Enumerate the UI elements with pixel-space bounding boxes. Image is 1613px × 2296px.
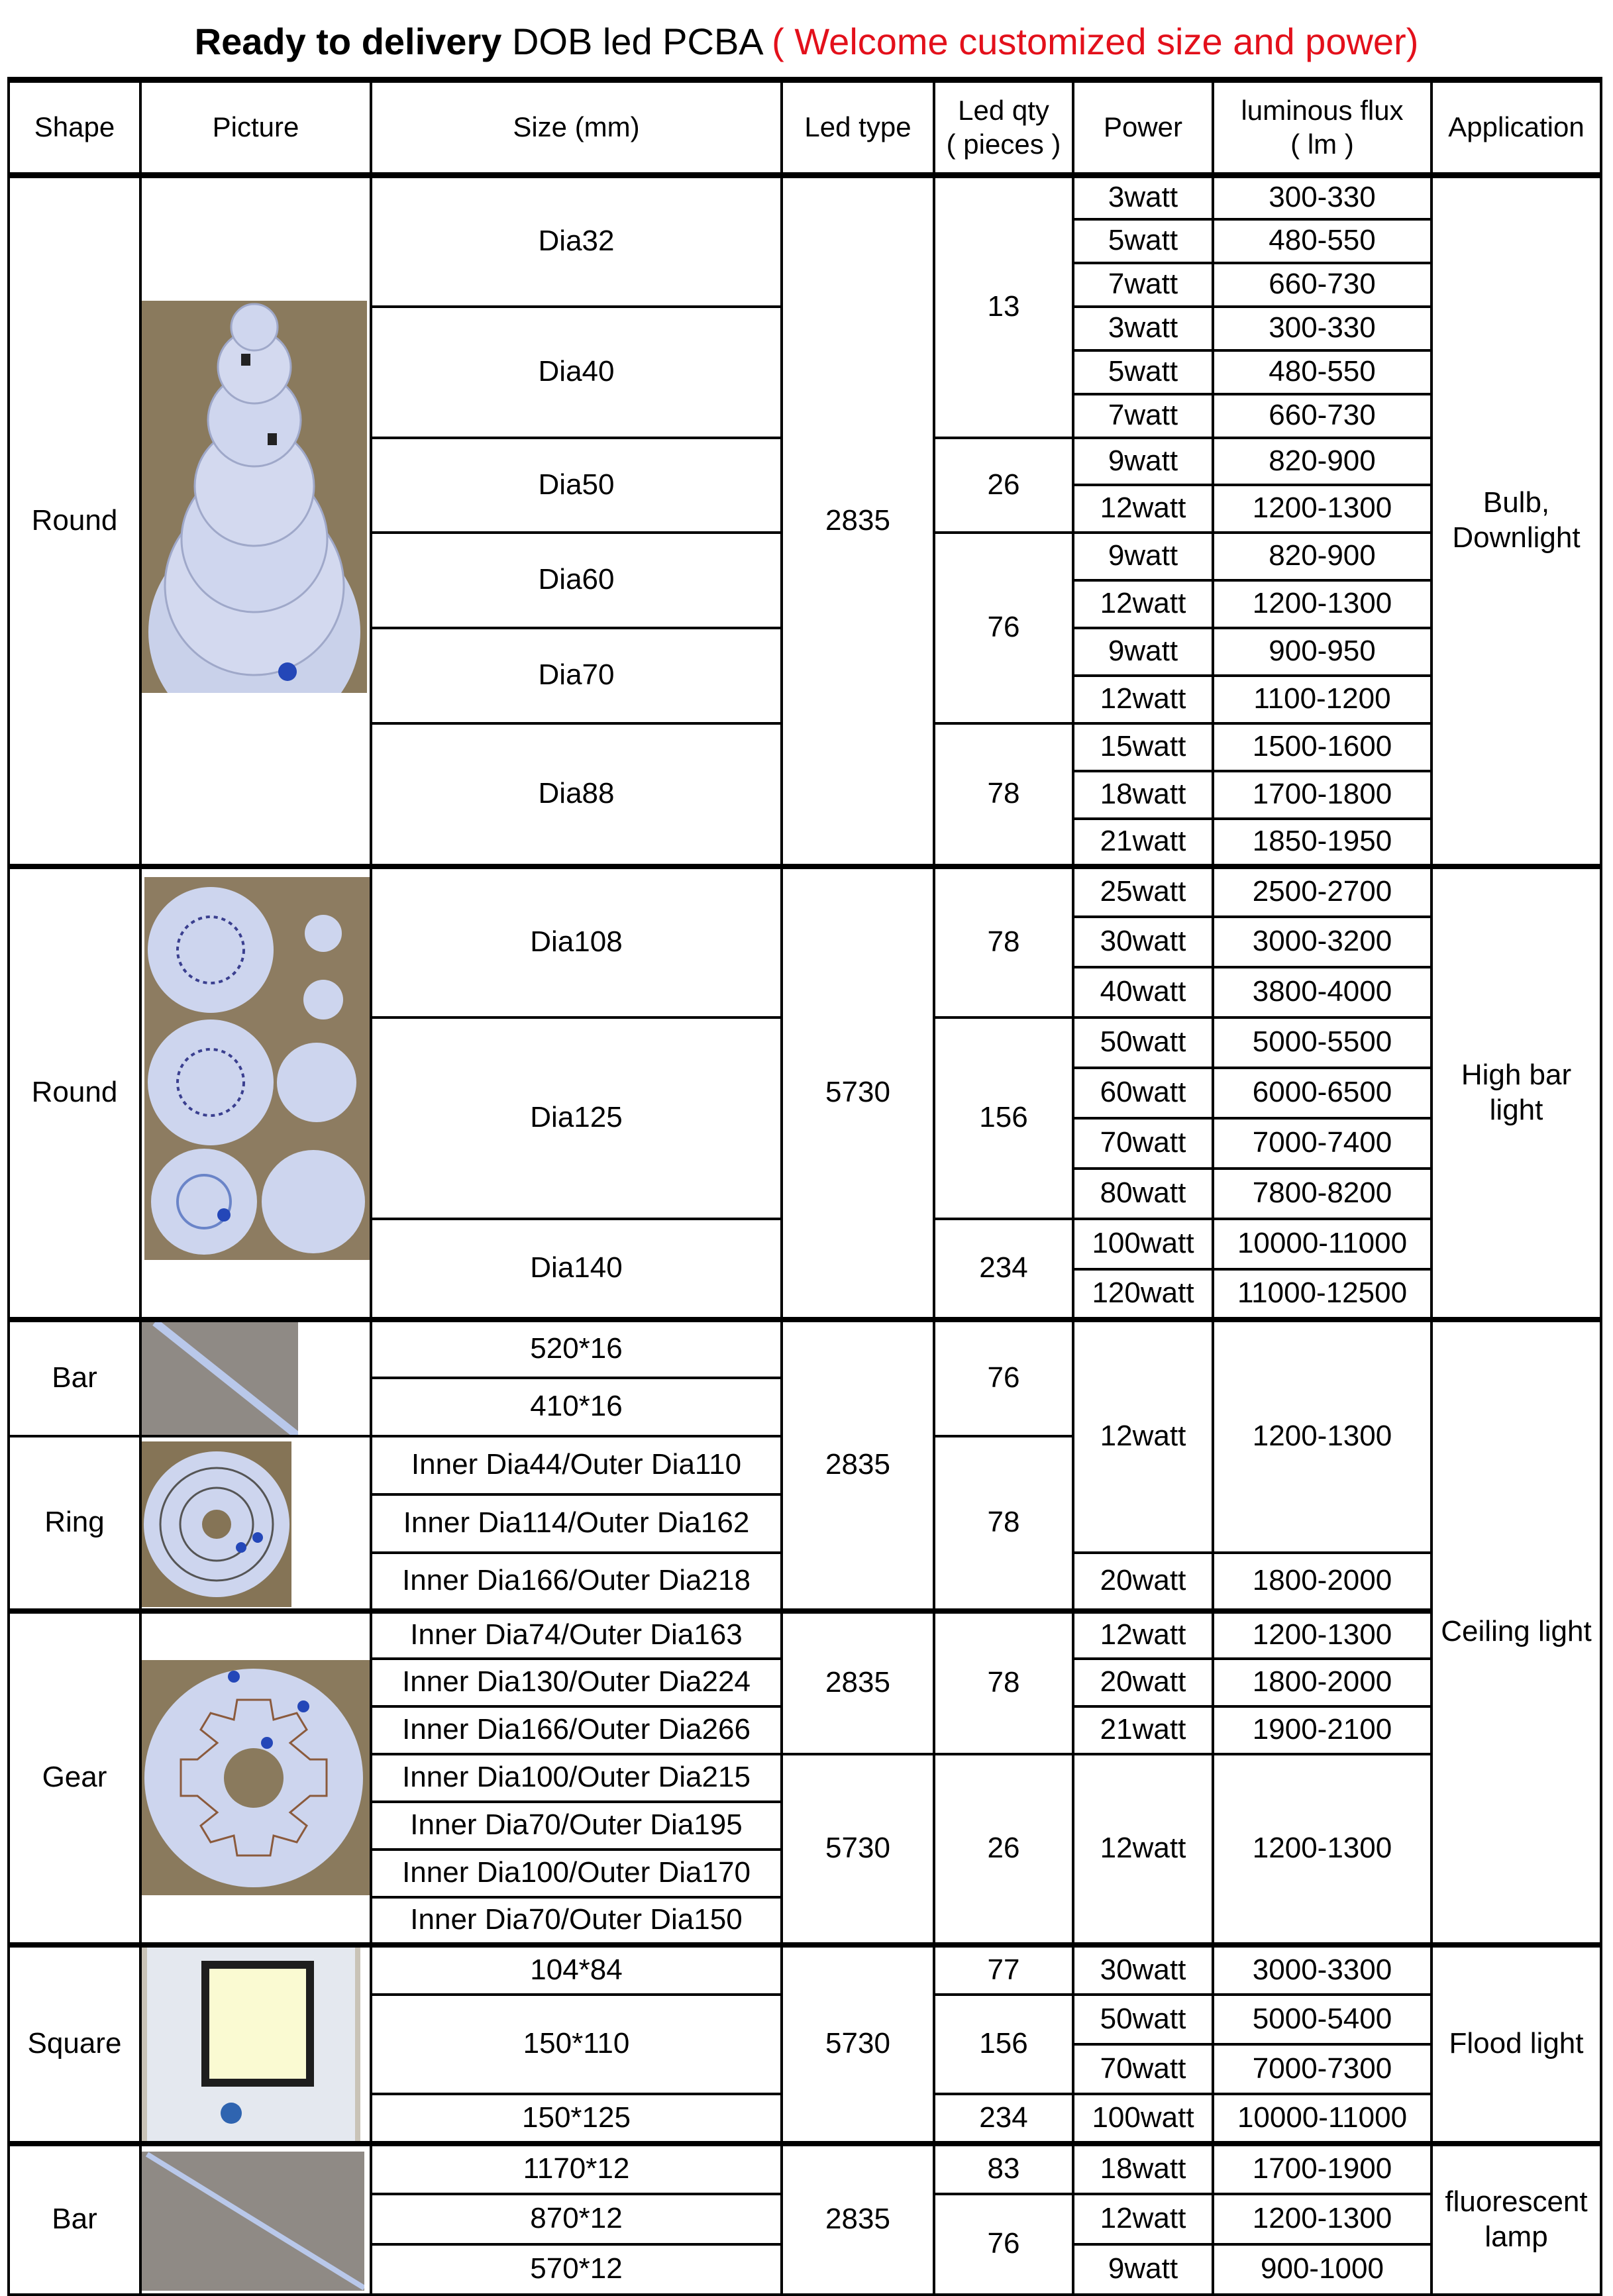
size-cell: Dia125 bbox=[371, 1018, 782, 1219]
flux-cell: 480-550 bbox=[1213, 350, 1431, 394]
header-shape: Shape bbox=[9, 80, 140, 176]
power-cell: 60watt bbox=[1073, 1068, 1213, 1118]
led-type-cell: 5730 bbox=[782, 866, 934, 1320]
header-picture: Picture bbox=[140, 80, 371, 176]
size-cell: 570*12 bbox=[371, 2244, 782, 2295]
shape-cell: Gear bbox=[9, 1611, 140, 1945]
flux-cell: 3000-3200 bbox=[1213, 917, 1431, 967]
size-cell: 150*110 bbox=[371, 1995, 782, 2094]
round-pcb-image-icon bbox=[142, 301, 367, 693]
qty-cell: 76 bbox=[934, 1320, 1073, 1436]
size-cell: Dia60 bbox=[371, 533, 782, 628]
flux-cell: 820-900 bbox=[1213, 533, 1431, 580]
title-bold: Ready to delivery bbox=[194, 21, 502, 62]
flux-cell: 900-1000 bbox=[1213, 2244, 1431, 2295]
flux-cell: 3000-3300 bbox=[1213, 1945, 1431, 1995]
flux-cell: 1700-1900 bbox=[1213, 2144, 1431, 2194]
qty-cell: 156 bbox=[934, 1018, 1073, 1219]
application-cell bbox=[1431, 866, 1601, 1320]
power-cell: 70watt bbox=[1073, 1118, 1213, 1169]
ring-pcb-photo bbox=[142, 1441, 291, 1607]
power-cell: 30watt bbox=[1073, 917, 1213, 967]
size-cell: Dia40 bbox=[371, 307, 782, 438]
flux-cell: 1800-2000 bbox=[1213, 1553, 1431, 1611]
power-cell: 7watt bbox=[1073, 263, 1213, 307]
size-cell: 104*84 bbox=[371, 1945, 782, 1995]
header-flux-line1: luminous flux bbox=[1241, 95, 1404, 127]
shape-cell: Bar bbox=[9, 2144, 140, 2295]
size-cell: 870*12 bbox=[371, 2194, 782, 2244]
power-cell: 9watt bbox=[1073, 438, 1213, 485]
power-cell: 12watt bbox=[1073, 1320, 1213, 1553]
power-cell: 12watt bbox=[1073, 676, 1213, 723]
led-type-cell: 2835 bbox=[782, 1320, 934, 1611]
qty-cell: 78 bbox=[934, 866, 1073, 1018]
power-cell: 50watt bbox=[1073, 1995, 1213, 2044]
application-cell bbox=[1431, 176, 1601, 866]
application-cell: Flood light bbox=[1431, 1945, 1601, 2144]
flux-cell: 1700-1800 bbox=[1213, 771, 1431, 819]
qty-cell: 156 bbox=[934, 1995, 1073, 2094]
qty-cell: 13 bbox=[934, 176, 1073, 438]
size-cell: Inner Dia100/Outer Dia215 bbox=[371, 1754, 782, 1802]
power-cell: 30watt bbox=[1073, 1945, 1213, 1995]
power-cell: 18watt bbox=[1073, 771, 1213, 819]
flux-cell: 7000-7400 bbox=[1213, 1118, 1431, 1169]
flux-cell: 1900-2100 bbox=[1213, 1706, 1431, 1754]
size-cell: 410*16 bbox=[371, 1378, 782, 1436]
round-pcb-photo bbox=[142, 301, 367, 693]
qty-cell: 234 bbox=[934, 1219, 1073, 1320]
power-cell: 100watt bbox=[1073, 2094, 1213, 2144]
flux-cell: 900-950 bbox=[1213, 628, 1431, 676]
flux-cell: 5000-5500 bbox=[1213, 1018, 1431, 1068]
header-led-type: Led type bbox=[782, 80, 934, 176]
flux-cell: 1200-1300 bbox=[1213, 485, 1431, 533]
power-cell: 80watt bbox=[1073, 1169, 1213, 1219]
size-cell: Inner Dia100/Outer Dia170 bbox=[371, 1850, 782, 1897]
led-type-cell: 2835 bbox=[782, 2144, 934, 2295]
size-cell: Dia140 bbox=[371, 1219, 782, 1320]
led-type-cell: 2835 bbox=[782, 176, 934, 866]
flux-cell: 11000-12500 bbox=[1213, 1269, 1431, 1320]
flux-cell: 6000-6500 bbox=[1213, 1068, 1431, 1118]
size-cell: Dia70 bbox=[371, 628, 782, 723]
table-row bbox=[9, 1320, 1601, 1378]
power-cell: 70watt bbox=[1073, 2044, 1213, 2094]
qty-cell: 26 bbox=[934, 1754, 1073, 1945]
flux-cell: 300-330 bbox=[1213, 176, 1431, 219]
table-row bbox=[9, 866, 1601, 917]
size-cell: Inner Dia166/Outer Dia266 bbox=[371, 1706, 782, 1754]
qty-cell: 83 bbox=[934, 2144, 1073, 2194]
power-cell: 100watt bbox=[1073, 1219, 1213, 1269]
qty-cell: 234 bbox=[934, 2094, 1073, 2144]
flux-cell: 10000-11000 bbox=[1213, 2094, 1431, 2144]
application-line1: Bulb, bbox=[1483, 486, 1550, 519]
size-cell: Inner Dia74/Outer Dia163 bbox=[371, 1611, 782, 1659]
shape-cell: Ring bbox=[9, 1436, 140, 1611]
flux-cell: 1200-1300 bbox=[1213, 1320, 1431, 1553]
shape-cell: Round bbox=[9, 176, 140, 866]
power-cell: 9watt bbox=[1073, 533, 1213, 580]
power-cell: 40watt bbox=[1073, 967, 1213, 1018]
flux-cell: 660-730 bbox=[1213, 394, 1431, 438]
flux-cell: 10000-11000 bbox=[1213, 1219, 1431, 1269]
picture-cell bbox=[140, 866, 371, 1320]
spec-table bbox=[7, 77, 1602, 2296]
power-cell: 21watt bbox=[1073, 819, 1213, 866]
power-cell: 50watt bbox=[1073, 1018, 1213, 1068]
square-pcb-photo bbox=[142, 1948, 360, 2144]
picture-cell bbox=[140, 176, 371, 866]
led-type-cell: 5730 bbox=[782, 1754, 934, 1945]
header-led-qty-line1: Led qty bbox=[958, 95, 1049, 127]
shape-cell: Square bbox=[9, 1945, 140, 2144]
size-cell: Dia32 bbox=[371, 176, 782, 307]
qty-cell: 26 bbox=[934, 438, 1073, 533]
power-cell: 25watt bbox=[1073, 866, 1213, 917]
power-cell: 9watt bbox=[1073, 628, 1213, 676]
power-cell: 15watt bbox=[1073, 723, 1213, 771]
header-application: Application bbox=[1431, 80, 1601, 176]
application-cell: Ceiling light bbox=[1431, 1320, 1601, 1945]
size-cell: Inner Dia70/Outer Dia195 bbox=[371, 1802, 782, 1850]
bar-pcb-image-icon bbox=[142, 1322, 298, 1436]
power-cell: 12watt bbox=[1073, 580, 1213, 628]
application-cell bbox=[1431, 2144, 1601, 2295]
bar-pcb-photo bbox=[142, 1322, 298, 1436]
led-type-cell: 2835 bbox=[782, 1611, 934, 1754]
power-cell: 12watt bbox=[1073, 1611, 1213, 1659]
size-cell: Inner Dia166/Outer Dia218 bbox=[371, 1553, 782, 1611]
application-line1: High bar bbox=[1461, 1058, 1572, 1091]
round-highpower-image-icon bbox=[144, 877, 370, 1260]
power-cell: 3watt bbox=[1073, 307, 1213, 350]
table-row bbox=[9, 176, 1601, 219]
application-line2: light bbox=[1489, 1093, 1543, 1126]
power-cell: 120watt bbox=[1073, 1269, 1213, 1320]
flux-cell: 1850-1950 bbox=[1213, 819, 1431, 866]
power-cell: 5watt bbox=[1073, 350, 1213, 394]
ring-pcb-image-icon bbox=[142, 1441, 291, 1607]
shape-cell: Round bbox=[9, 866, 140, 1320]
power-cell: 21watt bbox=[1073, 1706, 1213, 1754]
size-cell: Inner Dia130/Outer Dia224 bbox=[371, 1659, 782, 1706]
size-cell: Inner Dia70/Outer Dia150 bbox=[371, 1897, 782, 1945]
flux-cell: 7800-8200 bbox=[1213, 1169, 1431, 1219]
flux-cell: 5000-5400 bbox=[1213, 1995, 1431, 2044]
shape-cell: Bar bbox=[9, 1320, 140, 1436]
flux-cell: 1200-1300 bbox=[1213, 1754, 1431, 1945]
size-cell: 1170*12 bbox=[371, 2144, 782, 2194]
bar-fluorescent-pcb-photo bbox=[142, 2152, 364, 2291]
picture-cell bbox=[140, 1436, 371, 1611]
application-line2: Downlight bbox=[1452, 521, 1581, 554]
page-title bbox=[0, 12, 1613, 72]
table-row bbox=[9, 1611, 1601, 1659]
flux-cell: 1200-1300 bbox=[1213, 1611, 1431, 1659]
application-line1: fluorescent bbox=[1445, 2185, 1588, 2218]
power-cell: 20watt bbox=[1073, 1553, 1213, 1611]
size-cell: Dia108 bbox=[371, 866, 782, 1018]
header-led-qty-line2: ( pieces ) bbox=[946, 128, 1061, 160]
power-cell: 18watt bbox=[1073, 2144, 1213, 2194]
header-row bbox=[9, 80, 1601, 176]
qty-cell: 78 bbox=[934, 723, 1073, 866]
flux-cell: 1500-1600 bbox=[1213, 723, 1431, 771]
gear-pcb-image-icon bbox=[140, 1660, 370, 1895]
flux-cell: 820-900 bbox=[1213, 438, 1431, 485]
qty-cell: 76 bbox=[934, 2194, 1073, 2295]
qty-cell: 77 bbox=[934, 1945, 1073, 1995]
header-flux-line2: ( lm ) bbox=[1290, 128, 1354, 160]
square-pcb-image-icon bbox=[142, 1948, 360, 2144]
gear-pcb-photo bbox=[140, 1660, 370, 1895]
picture-cell bbox=[140, 1945, 371, 2144]
header-size: Size (mm) bbox=[371, 80, 782, 176]
picture-cell bbox=[140, 1320, 371, 1436]
flux-cell: 1200-1300 bbox=[1213, 2194, 1431, 2244]
power-cell: 12watt bbox=[1073, 1754, 1213, 1945]
size-cell: 150*125 bbox=[371, 2094, 782, 2144]
power-cell: 12watt bbox=[1073, 2194, 1213, 2244]
qty-cell: 78 bbox=[934, 1436, 1073, 1611]
application-line2: lamp bbox=[1484, 2220, 1548, 2253]
flux-cell: 1800-2000 bbox=[1213, 1659, 1431, 1706]
table-row bbox=[9, 1945, 1601, 1995]
table-row bbox=[9, 2144, 1601, 2194]
header-power: Power bbox=[1073, 80, 1213, 176]
header-led-qty bbox=[934, 80, 1073, 176]
size-cell: Inner Dia114/Outer Dia162 bbox=[371, 1494, 782, 1553]
power-cell: 5watt bbox=[1073, 219, 1213, 263]
picture-cell bbox=[140, 1611, 371, 1945]
title-red-note: ( Welcome customized size and power) bbox=[772, 21, 1419, 62]
bar-fluorescent-image-icon bbox=[142, 2152, 364, 2291]
power-cell: 12watt bbox=[1073, 485, 1213, 533]
led-type-cell: 5730 bbox=[782, 1945, 934, 2144]
title-normal: DOB led PCBA bbox=[501, 21, 772, 62]
flux-cell: 2500-2700 bbox=[1213, 866, 1431, 917]
qty-cell: 78 bbox=[934, 1611, 1073, 1754]
qty-cell: 76 bbox=[934, 533, 1073, 723]
flux-cell: 660-730 bbox=[1213, 263, 1431, 307]
flux-cell: 1100-1200 bbox=[1213, 676, 1431, 723]
round-highpower-pcb-photo bbox=[144, 877, 370, 1260]
flux-cell: 1200-1300 bbox=[1213, 580, 1431, 628]
flux-cell: 7000-7300 bbox=[1213, 2044, 1431, 2094]
picture-cell bbox=[140, 2144, 371, 2295]
power-cell: 9watt bbox=[1073, 2244, 1213, 2295]
size-cell: Dia88 bbox=[371, 723, 782, 866]
flux-cell: 300-330 bbox=[1213, 307, 1431, 350]
size-cell: Inner Dia44/Outer Dia110 bbox=[371, 1436, 782, 1494]
power-cell: 20watt bbox=[1073, 1659, 1213, 1706]
power-cell: 7watt bbox=[1073, 394, 1213, 438]
size-cell: 520*16 bbox=[371, 1320, 782, 1378]
power-cell: 3watt bbox=[1073, 176, 1213, 219]
size-cell: Dia50 bbox=[371, 438, 782, 533]
flux-cell: 480-550 bbox=[1213, 219, 1431, 263]
header-flux bbox=[1213, 80, 1431, 176]
flux-cell: 3800-4000 bbox=[1213, 967, 1431, 1018]
